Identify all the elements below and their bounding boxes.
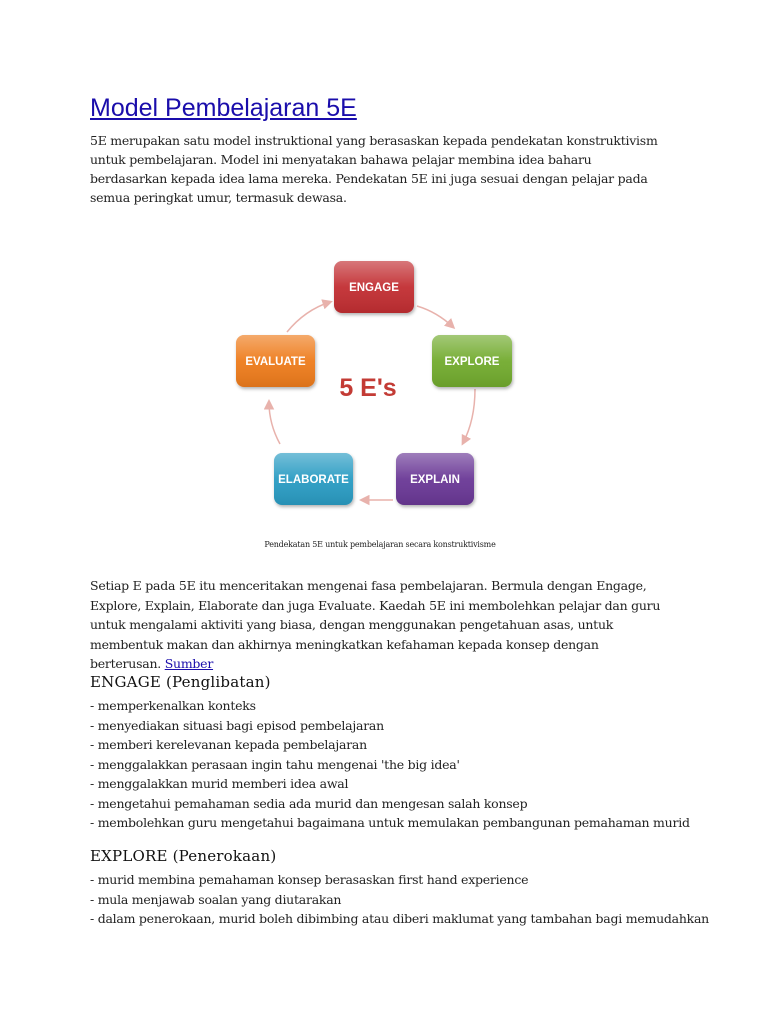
source-link[interactable]: Sumber: [164, 656, 214, 671]
list-item: - dalam penerokaan, murid boleh dibimbing atau diberi maklumat yang tambahan bagi memudahkan: [90, 911, 709, 926]
section-heading-engage: ENGAGE (Penglibatan): [90, 673, 271, 691]
stage-explain: [396, 453, 474, 505]
intro-paragraph: 5E merupakan satu model instruktional yang berasaskan kepada pendekatan konstruktivism untuk pembelajaran. Model ini menyatakan bahawa pelajar membina idea baharu berdasarkan kepada idea lama mereka. Pendekatan 5E ini juga sesuai dengan pelajar pada semua peringkat umur, termasuk dewasa.: [90, 133, 658, 205]
section-explore: [90, 846, 709, 929]
list-item: - mengetahui pemahaman sedia ada murid dan mengesan salah konsep: [90, 795, 528, 811]
stage-elaborate-label: ELABORATE: [278, 474, 349, 486]
list-item: - membolehkan guru mengetahui bagaimana untuk memulakan pembangunan pemahaman murid: [90, 815, 690, 830]
section-heading-explore: EXPLORE (Penerokaan): [90, 847, 277, 865]
description-paragraph: [90, 576, 668, 674]
explore-list: [90, 870, 709, 929]
arrow-elaborate-to-evaluate: [269, 402, 280, 444]
engage-list: [90, 696, 690, 833]
five-e-cycle-diagram: [225, 252, 525, 522]
stage-explore: [432, 335, 512, 387]
arrow-evaluate-to-engage: [287, 302, 330, 332]
list-item: - menggalakkan murid memberi idea awal: [90, 776, 349, 791]
list-item: - murid membina pemahaman konsep berasaskan first hand experience: [90, 872, 529, 887]
stage-evaluate-label: EVALUATE: [245, 356, 306, 368]
list-item: - mula menjawab soalan yang diutarakan: [90, 891, 342, 907]
list-item: - memberi kerelevanan kepada pembelajaran: [90, 737, 367, 752]
stage-evaluate: [236, 335, 315, 387]
arrow-engage-to-explore: [417, 306, 453, 327]
arrow-explore-to-explain: [463, 389, 475, 443]
list-item: - menggalakkan perasaan ingin tahu mengenai 'the big idea': [90, 756, 460, 772]
section-engage: [90, 672, 690, 833]
stage-elaborate: [274, 453, 353, 505]
stage-engage: [334, 261, 414, 313]
diagram-center-label: 5 E's: [339, 374, 397, 402]
list-item: - menyediakan situasi bagi episod pembelajaran: [90, 717, 384, 733]
stage-engage-label: ENGAGE: [349, 282, 399, 294]
description-text: Setiap E pada 5E itu menceritakan mengenai fasa pembelajaran. Bermula dengan Engage, Explore, Explain, Elaborate dan juga Evaluate. Kaedah 5E ini membolehkan pelajar dan guru untuk mengalami aktiviti yang biasa, dengan menggunakan pengetahuan asas, untuk membentuk makan dan akhirnya meningkatkan kefahaman kepada konsep dengan berterusan.: [90, 578, 661, 671]
stage-explain-label: EXPLAIN: [410, 474, 460, 486]
figure-caption: Pendekatan 5E untuk pembelajaran secara konstruktivisme: [264, 540, 496, 549]
list-item: - memperkenalkan konteks: [90, 698, 256, 713]
stage-explore-label: EXPLORE: [444, 356, 500, 368]
page-title[interactable]: Model Pembelajaran 5E: [90, 94, 357, 122]
